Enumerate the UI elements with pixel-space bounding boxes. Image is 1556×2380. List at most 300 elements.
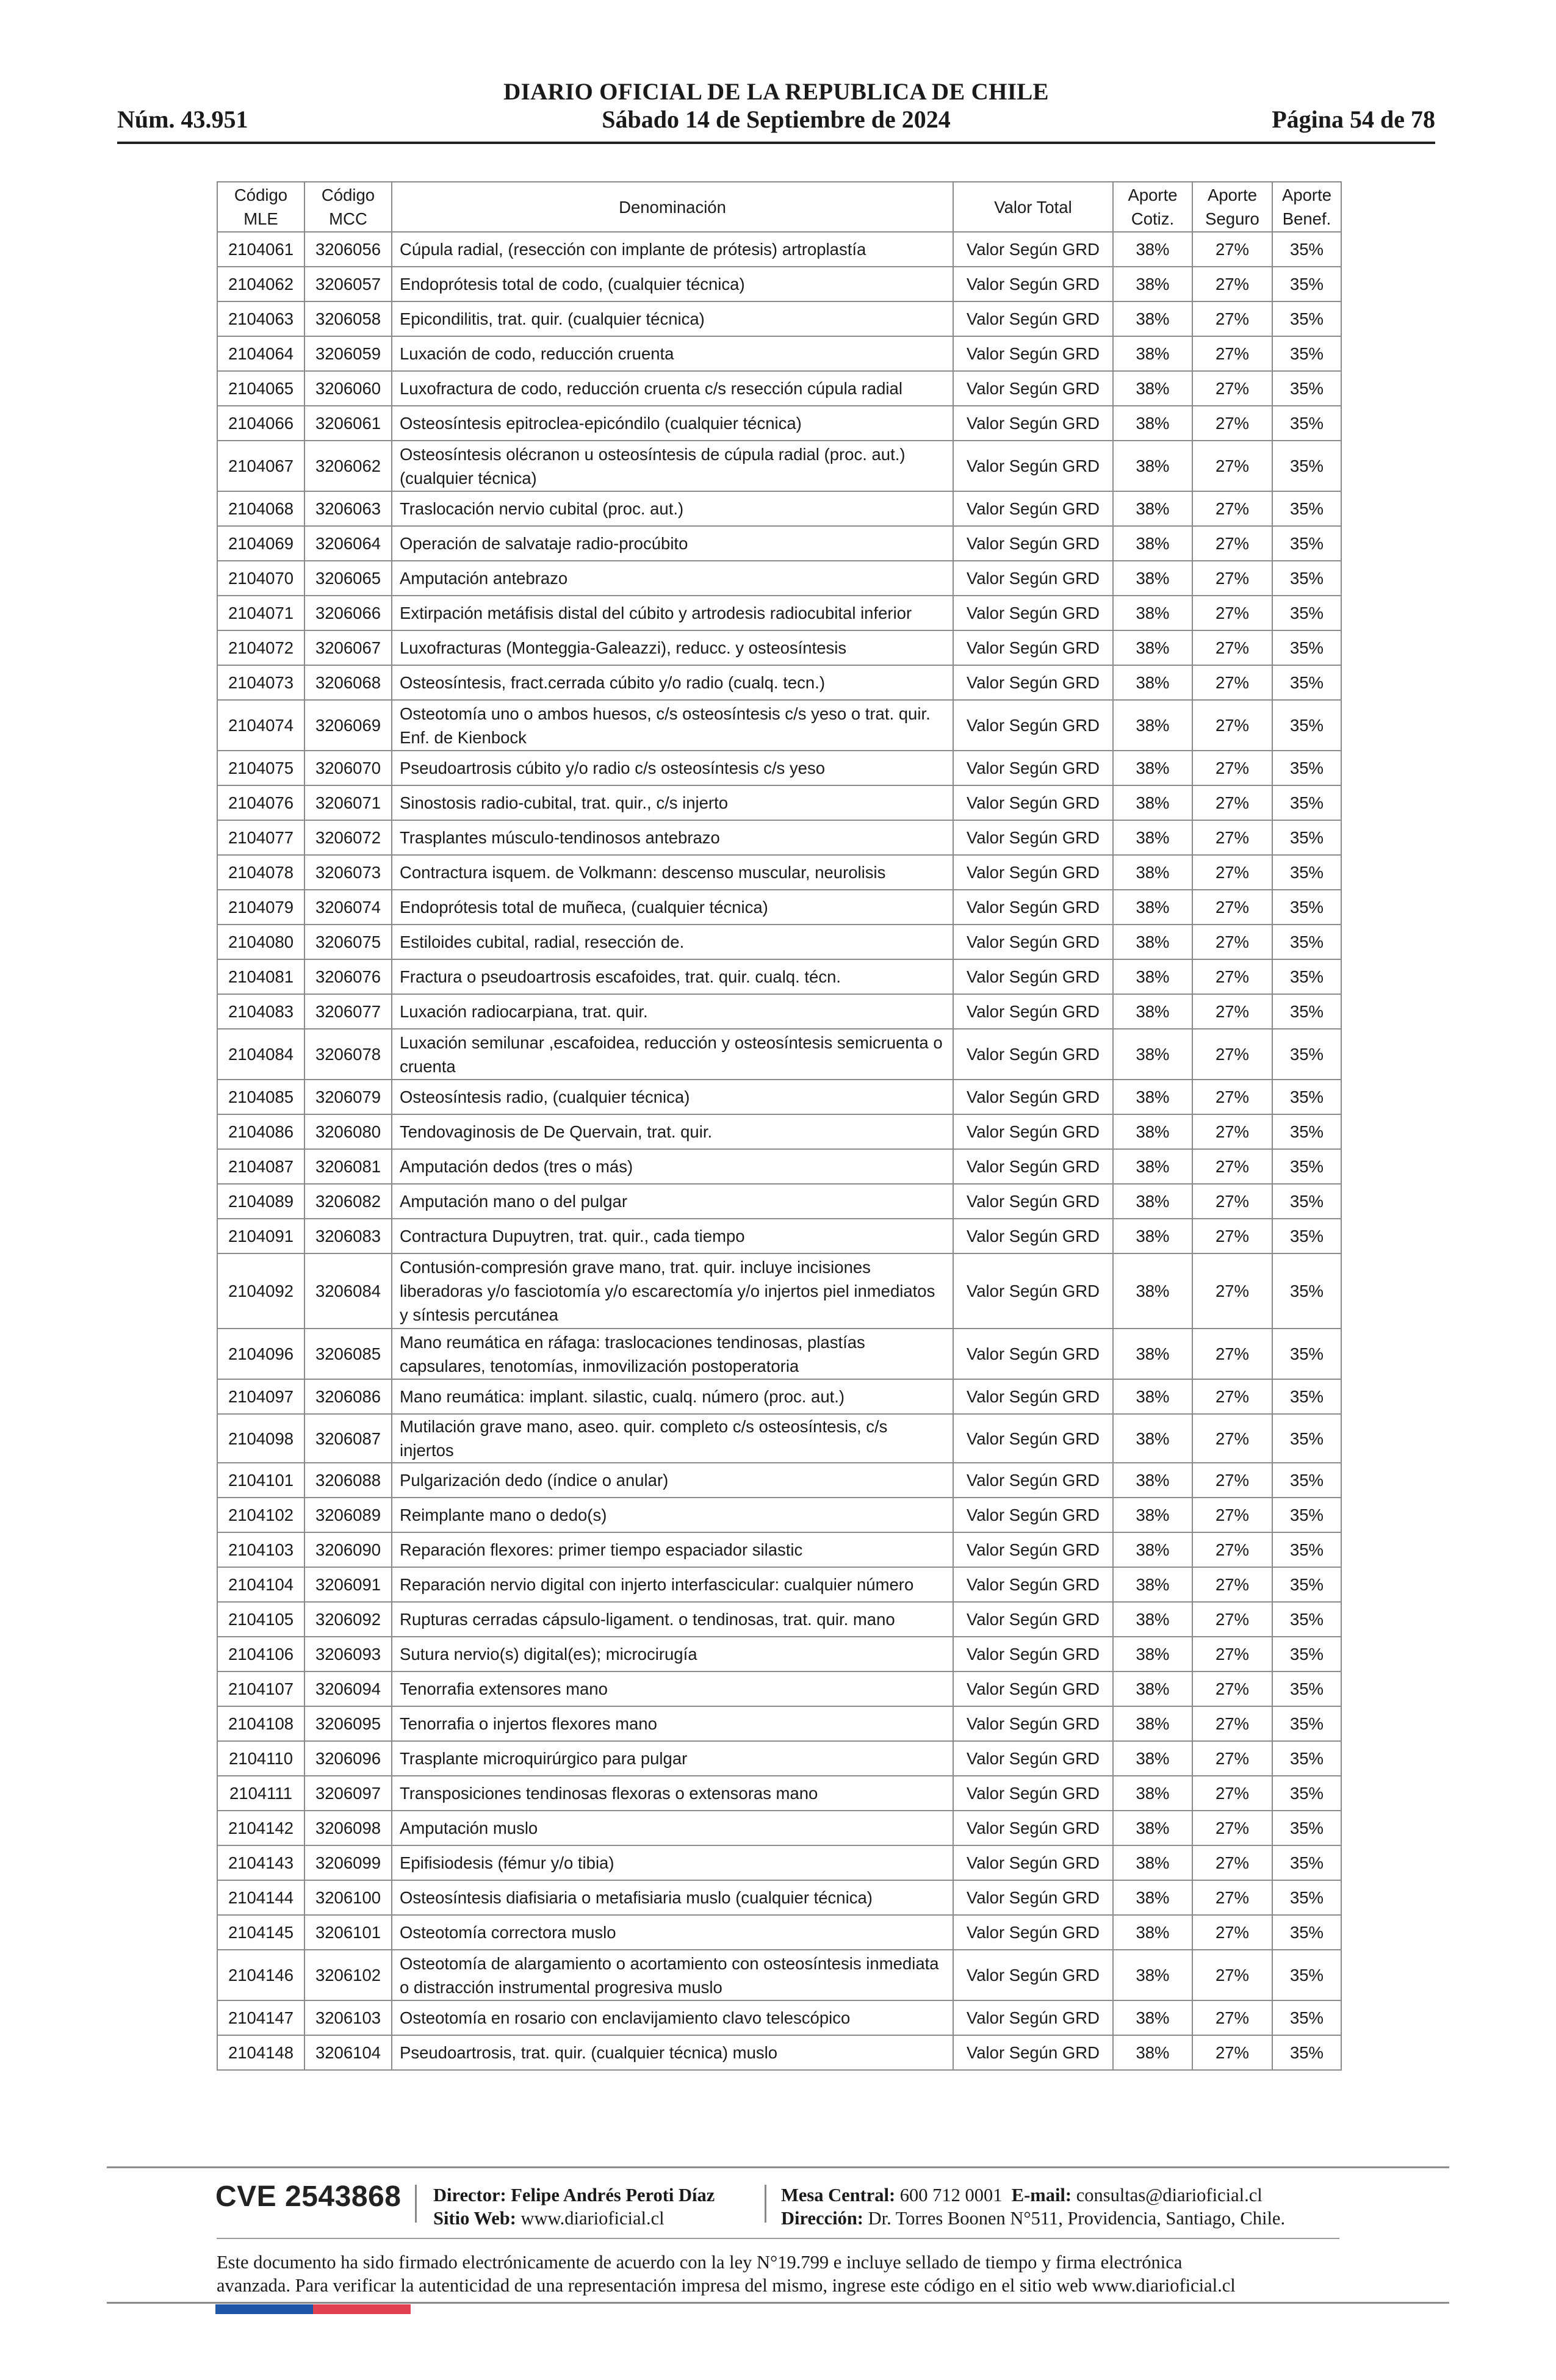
cell-seguro: 27%	[1192, 1567, 1272, 1602]
cell-seguro: 27%	[1192, 700, 1272, 751]
cell-denominacion: Epicondilitis, trat. quir. (cualquier técnica)	[392, 301, 953, 336]
cell-mle: 2104077	[217, 820, 304, 855]
cell-seguro: 27%	[1192, 267, 1272, 301]
cell-mle: 2104097	[217, 1379, 304, 1414]
cell-cotiz: 38%	[1113, 1532, 1192, 1567]
cell-valor: Valor Según GRD	[953, 526, 1113, 561]
cell-cotiz: 38%	[1113, 1414, 1192, 1463]
cell-benef: 35%	[1272, 700, 1341, 751]
table-header-row	[217, 182, 1341, 232]
cell-benef: 35%	[1272, 1414, 1341, 1463]
cell-seguro: 27%	[1192, 1379, 1272, 1414]
footer-director-block: Director: Felipe Andrés Peroti Díaz Sitio Web: www.diarioficial.cl	[433, 2185, 715, 2229]
cell-denominacion: Osteosíntesis, fract.cerrada cúbito y/o radio (cualq. tecn.)	[392, 665, 953, 700]
cell-valor: Valor Según GRD	[953, 1880, 1113, 1915]
cell-valor: Valor Según GRD	[953, 1414, 1113, 1463]
cell-cotiz: 38%	[1113, 301, 1192, 336]
cell-valor: Valor Según GRD	[953, 1811, 1113, 1845]
cell-benef: 35%	[1272, 441, 1341, 491]
cell-valor: Valor Según GRD	[953, 491, 1113, 526]
table-row	[217, 406, 1341, 441]
cell-valor: Valor Según GRD	[953, 630, 1113, 665]
cell-denominacion: Estiloides cubital, radial, resección de.	[392, 925, 953, 959]
issue-number: Núm. 43.951	[117, 106, 248, 133]
cell-mcc: 3206085	[304, 1329, 392, 1379]
cell-cotiz: 38%	[1113, 925, 1192, 959]
cell-valor: Valor Según GRD	[953, 406, 1113, 441]
table-row	[217, 1741, 1341, 1776]
footer-divider-top	[107, 2166, 1449, 2168]
cell-valor: Valor Según GRD	[953, 855, 1113, 890]
cell-benef: 35%	[1272, 1379, 1341, 1414]
cell-seguro: 27%	[1192, 371, 1272, 406]
cell-denominacion: Transposiciones tendinosas flexoras o extensoras mano	[392, 1776, 953, 1811]
cell-mcc: 3206063	[304, 491, 392, 526]
cell-valor: Valor Según GRD	[953, 1532, 1113, 1567]
cell-cotiz: 38%	[1113, 1637, 1192, 1671]
cell-valor: Valor Según GRD	[953, 232, 1113, 267]
cell-mcc: 3206077	[304, 994, 392, 1029]
cell-denominacion: Cúpula radial, (resección con implante de prótesis) artroplastía	[392, 232, 953, 267]
table-row	[217, 1811, 1341, 1845]
cell-denominacion: Luxación semilunar ,escafoidea, reducción y osteosíntesis semicruenta o cruenta	[392, 1029, 953, 1080]
cell-cotiz: 38%	[1113, 491, 1192, 526]
cell-mle: 2104092	[217, 1253, 304, 1329]
cell-mcc: 3206089	[304, 1498, 392, 1532]
cell-mle: 2104104	[217, 1567, 304, 1602]
cell-seguro: 27%	[1192, 1114, 1272, 1149]
cell-denominacion: Contractura isquem. de Volkmann: descenso muscular, neurolisis	[392, 855, 953, 890]
cell-mcc: 3206071	[304, 785, 392, 820]
cell-denominacion: Contusión-compresión grave mano, trat. quir. incluye incisiones liberadoras y/o fasciotomía y/o escarectomía y/o injertos piel inmediatos y síntesis percutánea	[392, 1253, 953, 1329]
cell-denominacion: Operación de salvataje radio-procúbito	[392, 526, 953, 561]
table-row	[217, 1253, 1341, 1329]
cell-seguro: 27%	[1192, 1498, 1272, 1532]
table-row	[217, 1184, 1341, 1219]
table-row	[217, 1567, 1341, 1602]
cell-valor: Valor Según GRD	[953, 665, 1113, 700]
cell-seguro: 27%	[1192, 1880, 1272, 1915]
cell-denominacion: Reparación nervio digital con injerto interfascicular: cualquier número	[392, 1567, 953, 1602]
table-row	[217, 1602, 1341, 1637]
cell-mle: 2104084	[217, 1029, 304, 1080]
cell-seguro: 27%	[1192, 1329, 1272, 1379]
cell-mcc: 3206079	[304, 1080, 392, 1114]
cell-valor: Valor Según GRD	[953, 371, 1113, 406]
cell-mcc: 3206065	[304, 561, 392, 596]
cell-denominacion: Tendovaginosis de De Quervain, trat. quir.	[392, 1114, 953, 1149]
cell-mle: 2104145	[217, 1915, 304, 1950]
cell-mcc: 3206100	[304, 1880, 392, 1915]
cell-seguro: 27%	[1192, 855, 1272, 890]
cell-benef: 35%	[1272, 1845, 1341, 1880]
cell-cotiz: 38%	[1113, 700, 1192, 751]
cell-seguro: 27%	[1192, 994, 1272, 1029]
footer-separator	[765, 2185, 766, 2223]
cell-cotiz: 38%	[1113, 1915, 1192, 1950]
cell-mle: 2104065	[217, 371, 304, 406]
cell-benef: 35%	[1272, 994, 1341, 1029]
cell-benef: 35%	[1272, 526, 1341, 561]
table-row	[217, 232, 1341, 267]
cell-valor: Valor Según GRD	[953, 1253, 1113, 1329]
cell-cotiz: 38%	[1113, 596, 1192, 630]
cell-seguro: 27%	[1192, 1741, 1272, 1776]
cell-mcc: 3206103	[304, 2000, 392, 2035]
cell-denominacion: Pulgarización dedo (índice o anular)	[392, 1463, 953, 1498]
cell-seguro: 27%	[1192, 1219, 1272, 1253]
cell-denominacion: Endoprótesis total de codo, (cualquier técnica)	[392, 267, 953, 301]
cell-benef: 35%	[1272, 232, 1341, 267]
flag-stripe-red	[313, 2304, 411, 2314]
cell-denominacion: Tenorrafia extensores mano	[392, 1671, 953, 1706]
cell-cotiz: 38%	[1113, 1184, 1192, 1219]
cell-valor: Valor Según GRD	[953, 2035, 1113, 2070]
cell-cotiz: 38%	[1113, 1114, 1192, 1149]
cell-benef: 35%	[1272, 1950, 1341, 2000]
cell-seguro: 27%	[1192, 1671, 1272, 1706]
cell-mcc: 3206058	[304, 301, 392, 336]
cell-mle: 2104080	[217, 925, 304, 959]
cell-valor: Valor Según GRD	[953, 925, 1113, 959]
table-row	[217, 630, 1341, 665]
cell-mcc: 3206093	[304, 1637, 392, 1671]
cell-benef: 35%	[1272, 267, 1341, 301]
table-row	[217, 596, 1341, 630]
cell-mle: 2104091	[217, 1219, 304, 1253]
cell-mle: 2104107	[217, 1671, 304, 1706]
cell-cotiz: 38%	[1113, 441, 1192, 491]
cell-valor: Valor Según GRD	[953, 441, 1113, 491]
cell-benef: 35%	[1272, 1080, 1341, 1114]
cell-valor: Valor Según GRD	[953, 2000, 1113, 2035]
cell-benef: 35%	[1272, 1776, 1341, 1811]
table-row	[217, 1219, 1341, 1253]
cell-denominacion: Amputación dedos (tres o más)	[392, 1149, 953, 1184]
cell-seguro: 27%	[1192, 526, 1272, 561]
cell-cotiz: 38%	[1113, 1029, 1192, 1080]
cell-benef: 35%	[1272, 406, 1341, 441]
table-row	[217, 700, 1341, 751]
table-row	[217, 2000, 1341, 2035]
cell-denominacion: Extirpación metáfisis distal del cúbito y artrodesis radiocubital inferior	[392, 596, 953, 630]
cell-mle: 2104064	[217, 336, 304, 371]
cell-mle: 2104085	[217, 1080, 304, 1114]
cell-seguro: 27%	[1192, 751, 1272, 785]
cell-mcc: 3206102	[304, 1950, 392, 2000]
cell-denominacion: Amputación mano o del pulgar	[392, 1184, 953, 1219]
cell-mcc: 3206076	[304, 959, 392, 994]
table-row	[217, 751, 1341, 785]
cell-seguro: 27%	[1192, 1637, 1272, 1671]
table-row	[217, 959, 1341, 994]
table-row	[217, 1329, 1341, 1379]
cell-mcc: 3206090	[304, 1532, 392, 1567]
cell-cotiz: 38%	[1113, 959, 1192, 994]
website-link[interactable]: www.diarioficial.cl	[520, 2208, 665, 2229]
cell-cotiz: 38%	[1113, 665, 1192, 700]
cell-seguro: 27%	[1192, 1184, 1272, 1219]
table-row	[217, 890, 1341, 925]
cell-denominacion: Osteosíntesis radio, (cualquier técnica)	[392, 1080, 953, 1114]
table-row	[217, 561, 1341, 596]
col-header-benef: Aporte Benef.	[1272, 182, 1341, 232]
cell-valor: Valor Según GRD	[953, 267, 1113, 301]
cell-mcc: 3206101	[304, 1915, 392, 1950]
cell-seguro: 27%	[1192, 2035, 1272, 2070]
cell-valor: Valor Según GRD	[953, 959, 1113, 994]
cell-mcc: 3206078	[304, 1029, 392, 1080]
cell-cotiz: 38%	[1113, 1149, 1192, 1184]
cell-benef: 35%	[1272, 1880, 1341, 1915]
cell-mle: 2104079	[217, 890, 304, 925]
cell-benef: 35%	[1272, 1029, 1341, 1080]
table-row	[217, 1671, 1341, 1706]
cell-cotiz: 38%	[1113, 630, 1192, 665]
cell-valor: Valor Según GRD	[953, 700, 1113, 751]
col-header-denominacion: Denominación	[392, 182, 953, 232]
page-number: Página 54 de 78	[1272, 106, 1435, 133]
table-row	[217, 1379, 1341, 1414]
cell-valor: Valor Según GRD	[953, 1776, 1113, 1811]
cell-mcc: 3206057	[304, 267, 392, 301]
cell-cotiz: 38%	[1113, 561, 1192, 596]
cell-valor: Valor Según GRD	[953, 1029, 1113, 1080]
cell-valor: Valor Según GRD	[953, 1706, 1113, 1741]
cell-mcc: 3206069	[304, 700, 392, 751]
cell-denominacion: Sinostosis radio-cubital, trat. quir., c/s injerto	[392, 785, 953, 820]
cell-seguro: 27%	[1192, 1811, 1272, 1845]
cell-valor: Valor Según GRD	[953, 820, 1113, 855]
cell-benef: 35%	[1272, 301, 1341, 336]
cell-benef: 35%	[1272, 1329, 1341, 1379]
cell-valor: Valor Según GRD	[953, 1184, 1113, 1219]
cell-seguro: 27%	[1192, 441, 1272, 491]
cell-mle: 2104089	[217, 1184, 304, 1219]
footer-contact-block: Mesa Central: 600 712 0001 E-mail: consultas@diarioficial.cl Dirección: Dr. Torres Boonen N°511, Providencia, Santiago, Chile.	[781, 2185, 1286, 2229]
cell-denominacion: Osteotomía correctora muslo	[392, 1915, 953, 1950]
cell-benef: 35%	[1272, 855, 1341, 890]
cell-mcc: 3206061	[304, 406, 392, 441]
cell-cotiz: 38%	[1113, 890, 1192, 925]
table-row	[217, 371, 1341, 406]
col-header-cotiz: Aporte Cotiz.	[1113, 182, 1192, 232]
cell-denominacion: Osteotomía de alargamiento o acortamiento con osteosíntesis inmediata o distracción instrumental progresiva muslo	[392, 1950, 953, 2000]
cell-mcc: 3206092	[304, 1602, 392, 1637]
table-row	[217, 1080, 1341, 1114]
cell-denominacion: Osteosíntesis epitroclea-epicóndilo (cualquier técnica)	[392, 406, 953, 441]
cell-benef: 35%	[1272, 890, 1341, 925]
table-row	[217, 1880, 1341, 1915]
cell-benef: 35%	[1272, 596, 1341, 630]
cell-cotiz: 38%	[1113, 2035, 1192, 2070]
cell-mle: 2104069	[217, 526, 304, 561]
cell-cotiz: 38%	[1113, 232, 1192, 267]
table-row	[217, 1532, 1341, 1567]
cell-mle: 2104146	[217, 1950, 304, 2000]
cell-mcc: 3206064	[304, 526, 392, 561]
cell-mcc: 3206072	[304, 820, 392, 855]
cell-mcc: 3206070	[304, 751, 392, 785]
cell-mle: 2104111	[217, 1776, 304, 1811]
cell-benef: 35%	[1272, 1149, 1341, 1184]
cell-benef: 35%	[1272, 1253, 1341, 1329]
cell-seguro: 27%	[1192, 1776, 1272, 1811]
cell-mle: 2104076	[217, 785, 304, 820]
cell-valor: Valor Según GRD	[953, 301, 1113, 336]
table-row	[217, 267, 1341, 301]
cell-valor: Valor Según GRD	[953, 1498, 1113, 1532]
cell-mle: 2104074	[217, 700, 304, 751]
col-header-mle: Código MLE	[217, 182, 304, 232]
table-row	[217, 1149, 1341, 1184]
cell-denominacion: Mano reumática: implant. silastic, cualq. número (proc. aut.)	[392, 1379, 953, 1414]
cell-denominacion: Amputación muslo	[392, 1811, 953, 1845]
cell-valor: Valor Según GRD	[953, 1602, 1113, 1637]
table-row	[217, 925, 1341, 959]
table-row	[217, 491, 1341, 526]
cell-mcc: 3206096	[304, 1741, 392, 1776]
cell-mcc: 3206087	[304, 1414, 392, 1463]
cell-cotiz: 38%	[1113, 1329, 1192, 1379]
table-row	[217, 785, 1341, 820]
cell-benef: 35%	[1272, 1532, 1341, 1567]
cell-mcc: 3206104	[304, 2035, 392, 2070]
cell-valor: Valor Según GRD	[953, 1845, 1113, 1880]
cell-mle: 2104070	[217, 561, 304, 596]
cell-mcc: 3206080	[304, 1114, 392, 1149]
cell-denominacion: Rupturas cerradas cápsulo-ligament. o tendinosas, trat. quir. mano	[392, 1602, 953, 1637]
table-row	[217, 1029, 1341, 1080]
col-header-seguro: Aporte Seguro	[1192, 182, 1272, 232]
cell-valor: Valor Según GRD	[953, 336, 1113, 371]
cell-benef: 35%	[1272, 2035, 1341, 2070]
cell-mle: 2104102	[217, 1498, 304, 1532]
cell-benef: 35%	[1272, 820, 1341, 855]
cell-valor: Valor Según GRD	[953, 1915, 1113, 1950]
cell-mle: 2104061	[217, 232, 304, 267]
cell-denominacion: Pseudoartrosis, trat. quir. (cualquier técnica) muslo	[392, 2035, 953, 2070]
cell-valor: Valor Según GRD	[953, 1114, 1113, 1149]
cell-valor: Valor Según GRD	[953, 1741, 1113, 1776]
cell-seguro: 27%	[1192, 820, 1272, 855]
cell-benef: 35%	[1272, 630, 1341, 665]
cell-mle: 2104072	[217, 630, 304, 665]
table-row	[217, 1498, 1341, 1532]
cell-mcc: 3206068	[304, 665, 392, 700]
cell-cotiz: 38%	[1113, 1741, 1192, 1776]
cell-cotiz: 38%	[1113, 1080, 1192, 1114]
cell-mcc: 3206095	[304, 1706, 392, 1741]
cell-benef: 35%	[1272, 1671, 1341, 1706]
cell-seguro: 27%	[1192, 336, 1272, 371]
cell-seguro: 27%	[1192, 785, 1272, 820]
cell-mle: 2104144	[217, 1880, 304, 1915]
table-row	[217, 1950, 1341, 2000]
cell-mle: 2104087	[217, 1149, 304, 1184]
cell-denominacion: Reimplante mano o dedo(s)	[392, 1498, 953, 1532]
cell-benef: 35%	[1272, 751, 1341, 785]
cell-cotiz: 38%	[1113, 1567, 1192, 1602]
cell-mcc: 3206086	[304, 1379, 392, 1414]
cell-valor: Valor Según GRD	[953, 1950, 1113, 2000]
table-row	[217, 1463, 1341, 1498]
cell-benef: 35%	[1272, 665, 1341, 700]
cell-seguro: 27%	[1192, 1029, 1272, 1080]
cell-seguro: 27%	[1192, 630, 1272, 665]
cell-mcc: 3206060	[304, 371, 392, 406]
col-header-mcc: Código MCC	[304, 182, 392, 232]
cell-mle: 2104105	[217, 1602, 304, 1637]
cell-mcc: 3206059	[304, 336, 392, 371]
table-row	[217, 1776, 1341, 1811]
cell-mle: 2104068	[217, 491, 304, 526]
cell-valor: Valor Según GRD	[953, 1637, 1113, 1671]
cell-denominacion: Luxación radiocarpiana, trat. quir.	[392, 994, 953, 1029]
cell-valor: Valor Según GRD	[953, 1671, 1113, 1706]
cell-valor: Valor Según GRD	[953, 994, 1113, 1029]
cell-seguro: 27%	[1192, 301, 1272, 336]
cell-seguro: 27%	[1192, 406, 1272, 441]
cell-benef: 35%	[1272, 1637, 1341, 1671]
email-link[interactable]: consultas@diarioficial.cl	[1076, 2185, 1262, 2205]
cell-seguro: 27%	[1192, 561, 1272, 596]
cell-cotiz: 38%	[1113, 1880, 1192, 1915]
cell-seguro: 27%	[1192, 665, 1272, 700]
page-header	[117, 73, 1435, 150]
cell-denominacion: Luxofracturas (Monteggia-Galeazzi), reducc. y osteosíntesis	[392, 630, 953, 665]
cell-mle: 2104106	[217, 1637, 304, 1671]
cell-seguro: 27%	[1192, 1950, 1272, 2000]
cell-benef: 35%	[1272, 336, 1341, 371]
cell-mle: 2104147	[217, 2000, 304, 2035]
cell-mcc: 3206094	[304, 1671, 392, 1706]
cell-denominacion: Trasplante microquirúrgico para pulgar	[392, 1741, 953, 1776]
footer-divider-bottom	[107, 2302, 1449, 2304]
cve-code: CVE 2543868	[215, 2180, 402, 2213]
cell-seguro: 27%	[1192, 1602, 1272, 1637]
cell-cotiz: 38%	[1113, 1950, 1192, 2000]
cell-cotiz: 38%	[1113, 1811, 1192, 1845]
cell-mle: 2104103	[217, 1532, 304, 1567]
cell-cotiz: 38%	[1113, 855, 1192, 890]
cell-denominacion: Epifisiodesis (fémur y/o tibia)	[392, 1845, 953, 1880]
cell-mle: 2104062	[217, 267, 304, 301]
cell-valor: Valor Según GRD	[953, 751, 1113, 785]
cell-cotiz: 38%	[1113, 1498, 1192, 1532]
cell-cotiz: 38%	[1113, 1671, 1192, 1706]
table-row	[217, 665, 1341, 700]
cell-seguro: 27%	[1192, 925, 1272, 959]
cell-cotiz: 38%	[1113, 994, 1192, 1029]
cell-mcc: 3206084	[304, 1253, 392, 1329]
cell-denominacion: Traslocación nervio cubital (proc. aut.)	[392, 491, 953, 526]
cell-mcc: 3206098	[304, 1811, 392, 1845]
cell-benef: 35%	[1272, 1602, 1341, 1637]
cell-mle: 2104101	[217, 1463, 304, 1498]
cell-mcc: 3206066	[304, 596, 392, 630]
table-row	[217, 1414, 1341, 1463]
table-row	[217, 1845, 1341, 1880]
cell-mcc: 3206088	[304, 1463, 392, 1498]
cell-denominacion: Sutura nervio(s) digital(es); microcirugía	[392, 1637, 953, 1671]
cell-denominacion: Osteotomía en rosario con enclavijamiento clavo telescópico	[392, 2000, 953, 2035]
cell-seguro: 27%	[1192, 1414, 1272, 1463]
cell-valor: Valor Según GRD	[953, 1379, 1113, 1414]
cell-seguro: 27%	[1192, 1253, 1272, 1329]
cell-benef: 35%	[1272, 959, 1341, 994]
cell-cotiz: 38%	[1113, 2000, 1192, 2035]
